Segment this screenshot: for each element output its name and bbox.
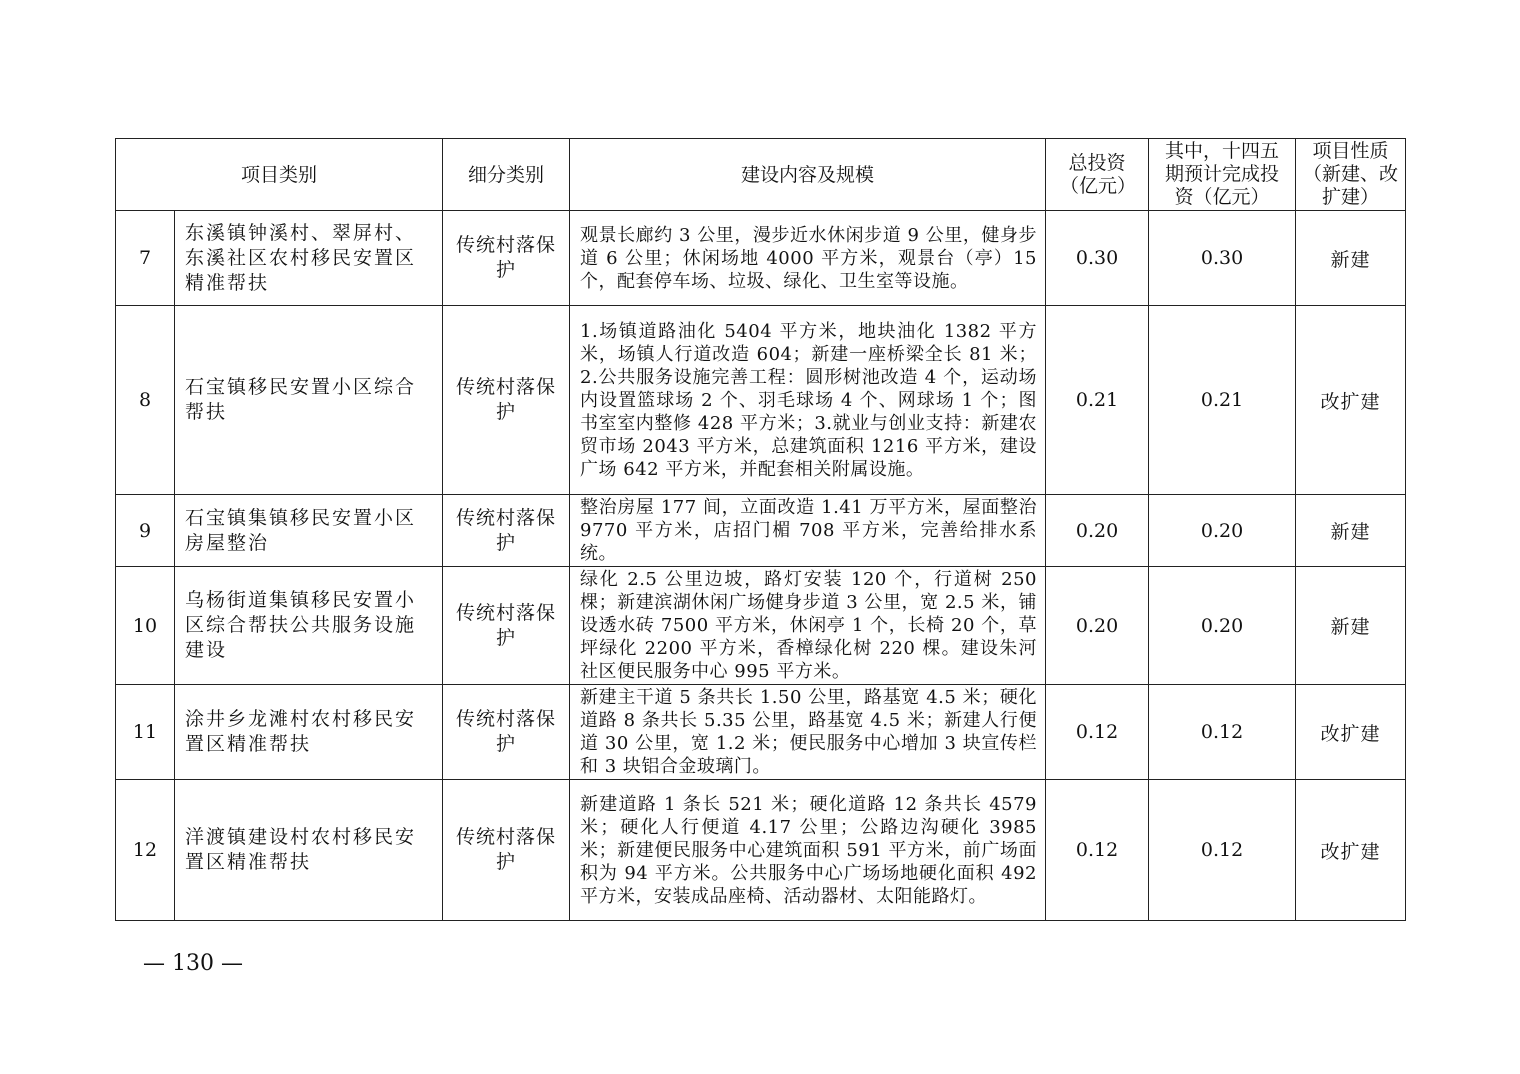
total-investment: 0.12 [1046,780,1149,921]
project-content: 整治房屋 177 间，立面改造 1.41 万平方米，屋面整治 9770 平方米，店招门楣 708 平方米，完善给排水系统。 [570,495,1046,567]
project-name: 石宝镇移民安置小区综合帮扶 [175,306,443,495]
project-content: 绿化 2.5 公里边坡，路灯安装 120 个，行道树 250 棵；新建滨湖休闲广场健身步道 3 公里，宽 2.5 米，铺设透水砖 7500 平方米，休闲亭 1 个，长椅 20 个，草坪绿化 2200 平方米，香樟绿化树 220 棵。建设朱河社区便民服务中心 995 平方米。 [570,567,1046,685]
total-investment: 0.30 [1046,211,1149,306]
plan-investment: 0.21 [1149,306,1296,495]
project-name: 涂井乡龙滩村农村移民安置区精准帮扶 [175,685,443,780]
project-content: 新建道路 1 条长 521 米；硬化道路 12 条共长 4579 米；硬化人行便道 4.17 公里；公路边沟硬化 3985 米；新建便民服务中心建筑面积 591 平方米，前广场面积为 94 平方米。公共服务中心广场场地硬化面积 492 平方米，安装成品座椅、活动器材、太阳能路灯。 [570,780,1046,921]
project-nature: 新建 [1296,495,1406,567]
project-subcategory: 传统村落保护 [443,211,570,306]
header-total-invest: 总投资（亿元） [1046,139,1149,211]
total-investment: 0.21 [1046,306,1149,495]
row-number: 8 [116,306,175,495]
project-subcategory: 传统村落保护 [443,780,570,921]
project-content: 1.场镇道路油化 5404 平方米，地块油化 1382 平方米，场镇人行道改造 604；新建一座桥梁全长 81 米；2.公共服务设施完善工程：圆形树池改造 4 个，运动场内设置篮球场 2 个、羽毛球场 4 个、网球场 1 个；图书室室内整修 428 平方米；3.就业与创业支持：新建农贸市场 2043 平方米，总建筑面积 1216 平方米，建设广场 642 平方米，并配套相关附属设施。 [570,306,1046,495]
plan-investment: 0.30 [1149,211,1296,306]
project-subcategory: 传统村落保护 [443,567,570,685]
table-header-row [116,139,1406,211]
plan-investment: 0.20 [1149,567,1296,685]
header-category: 项目类别 [116,139,443,211]
project-content: 新建主干道 5 条共长 1.50 公里，路基宽 4.5 米；硬化道路 8 条共长 5.35 公里，路基宽 4.5 米；新建人行便道 30 公里，宽 1.2 米；便民服务中心增加 3 块宣传栏和 3 块铝合金玻璃门。 [570,685,1046,780]
project-subcategory: 传统村落保护 [443,685,570,780]
project-nature: 新建 [1296,567,1406,685]
project-table [115,138,1406,921]
row-number: 11 [116,685,175,780]
table-row [116,685,1406,780]
project-nature: 改扩建 [1296,685,1406,780]
header-subcategory: 细分类别 [443,139,570,211]
project-name: 东溪镇钟溪村、翠屏村、东溪社区农村移民安置区精准帮扶 [175,211,443,306]
page-number: — 130 — [143,951,243,976]
row-number: 7 [116,211,175,306]
plan-investment: 0.12 [1149,780,1296,921]
plan-investment: 0.20 [1149,495,1296,567]
project-nature: 改扩建 [1296,780,1406,921]
project-subcategory: 传统村落保护 [443,306,570,495]
total-investment: 0.20 [1046,567,1149,685]
total-investment: 0.20 [1046,495,1149,567]
table-row [116,211,1406,306]
table-row [116,567,1406,685]
project-name: 乌杨街道集镇移民安置小区综合帮扶公共服务设施建设 [175,567,443,685]
table-row [116,306,1406,495]
header-content: 建设内容及规模 [570,139,1046,211]
table-row [116,780,1406,921]
project-nature: 改扩建 [1296,306,1406,495]
plan-investment: 0.12 [1149,685,1296,780]
project-name: 石宝镇集镇移民安置小区房屋整治 [175,495,443,567]
project-subcategory: 传统村落保护 [443,495,570,567]
row-number: 12 [116,780,175,921]
table-row [116,495,1406,567]
project-name: 洋渡镇建设村农村移民安置区精准帮扶 [175,780,443,921]
project-content: 观景长廊约 3 公里，漫步近水休闲步道 9 公里，健身步道 6 公里；休闲场地 4000 平方米，观景台（亭）15 个，配套停车场、垃圾、绿化、卫生室等设施。 [570,211,1046,306]
project-nature: 新建 [1296,211,1406,306]
header-plan-invest: 其中，十四五期预计完成投资（亿元） [1149,139,1296,211]
header-nature: 项目性质（新建、改扩建） [1296,139,1406,211]
row-number: 9 [116,495,175,567]
row-number: 10 [116,567,175,685]
total-investment: 0.12 [1046,685,1149,780]
